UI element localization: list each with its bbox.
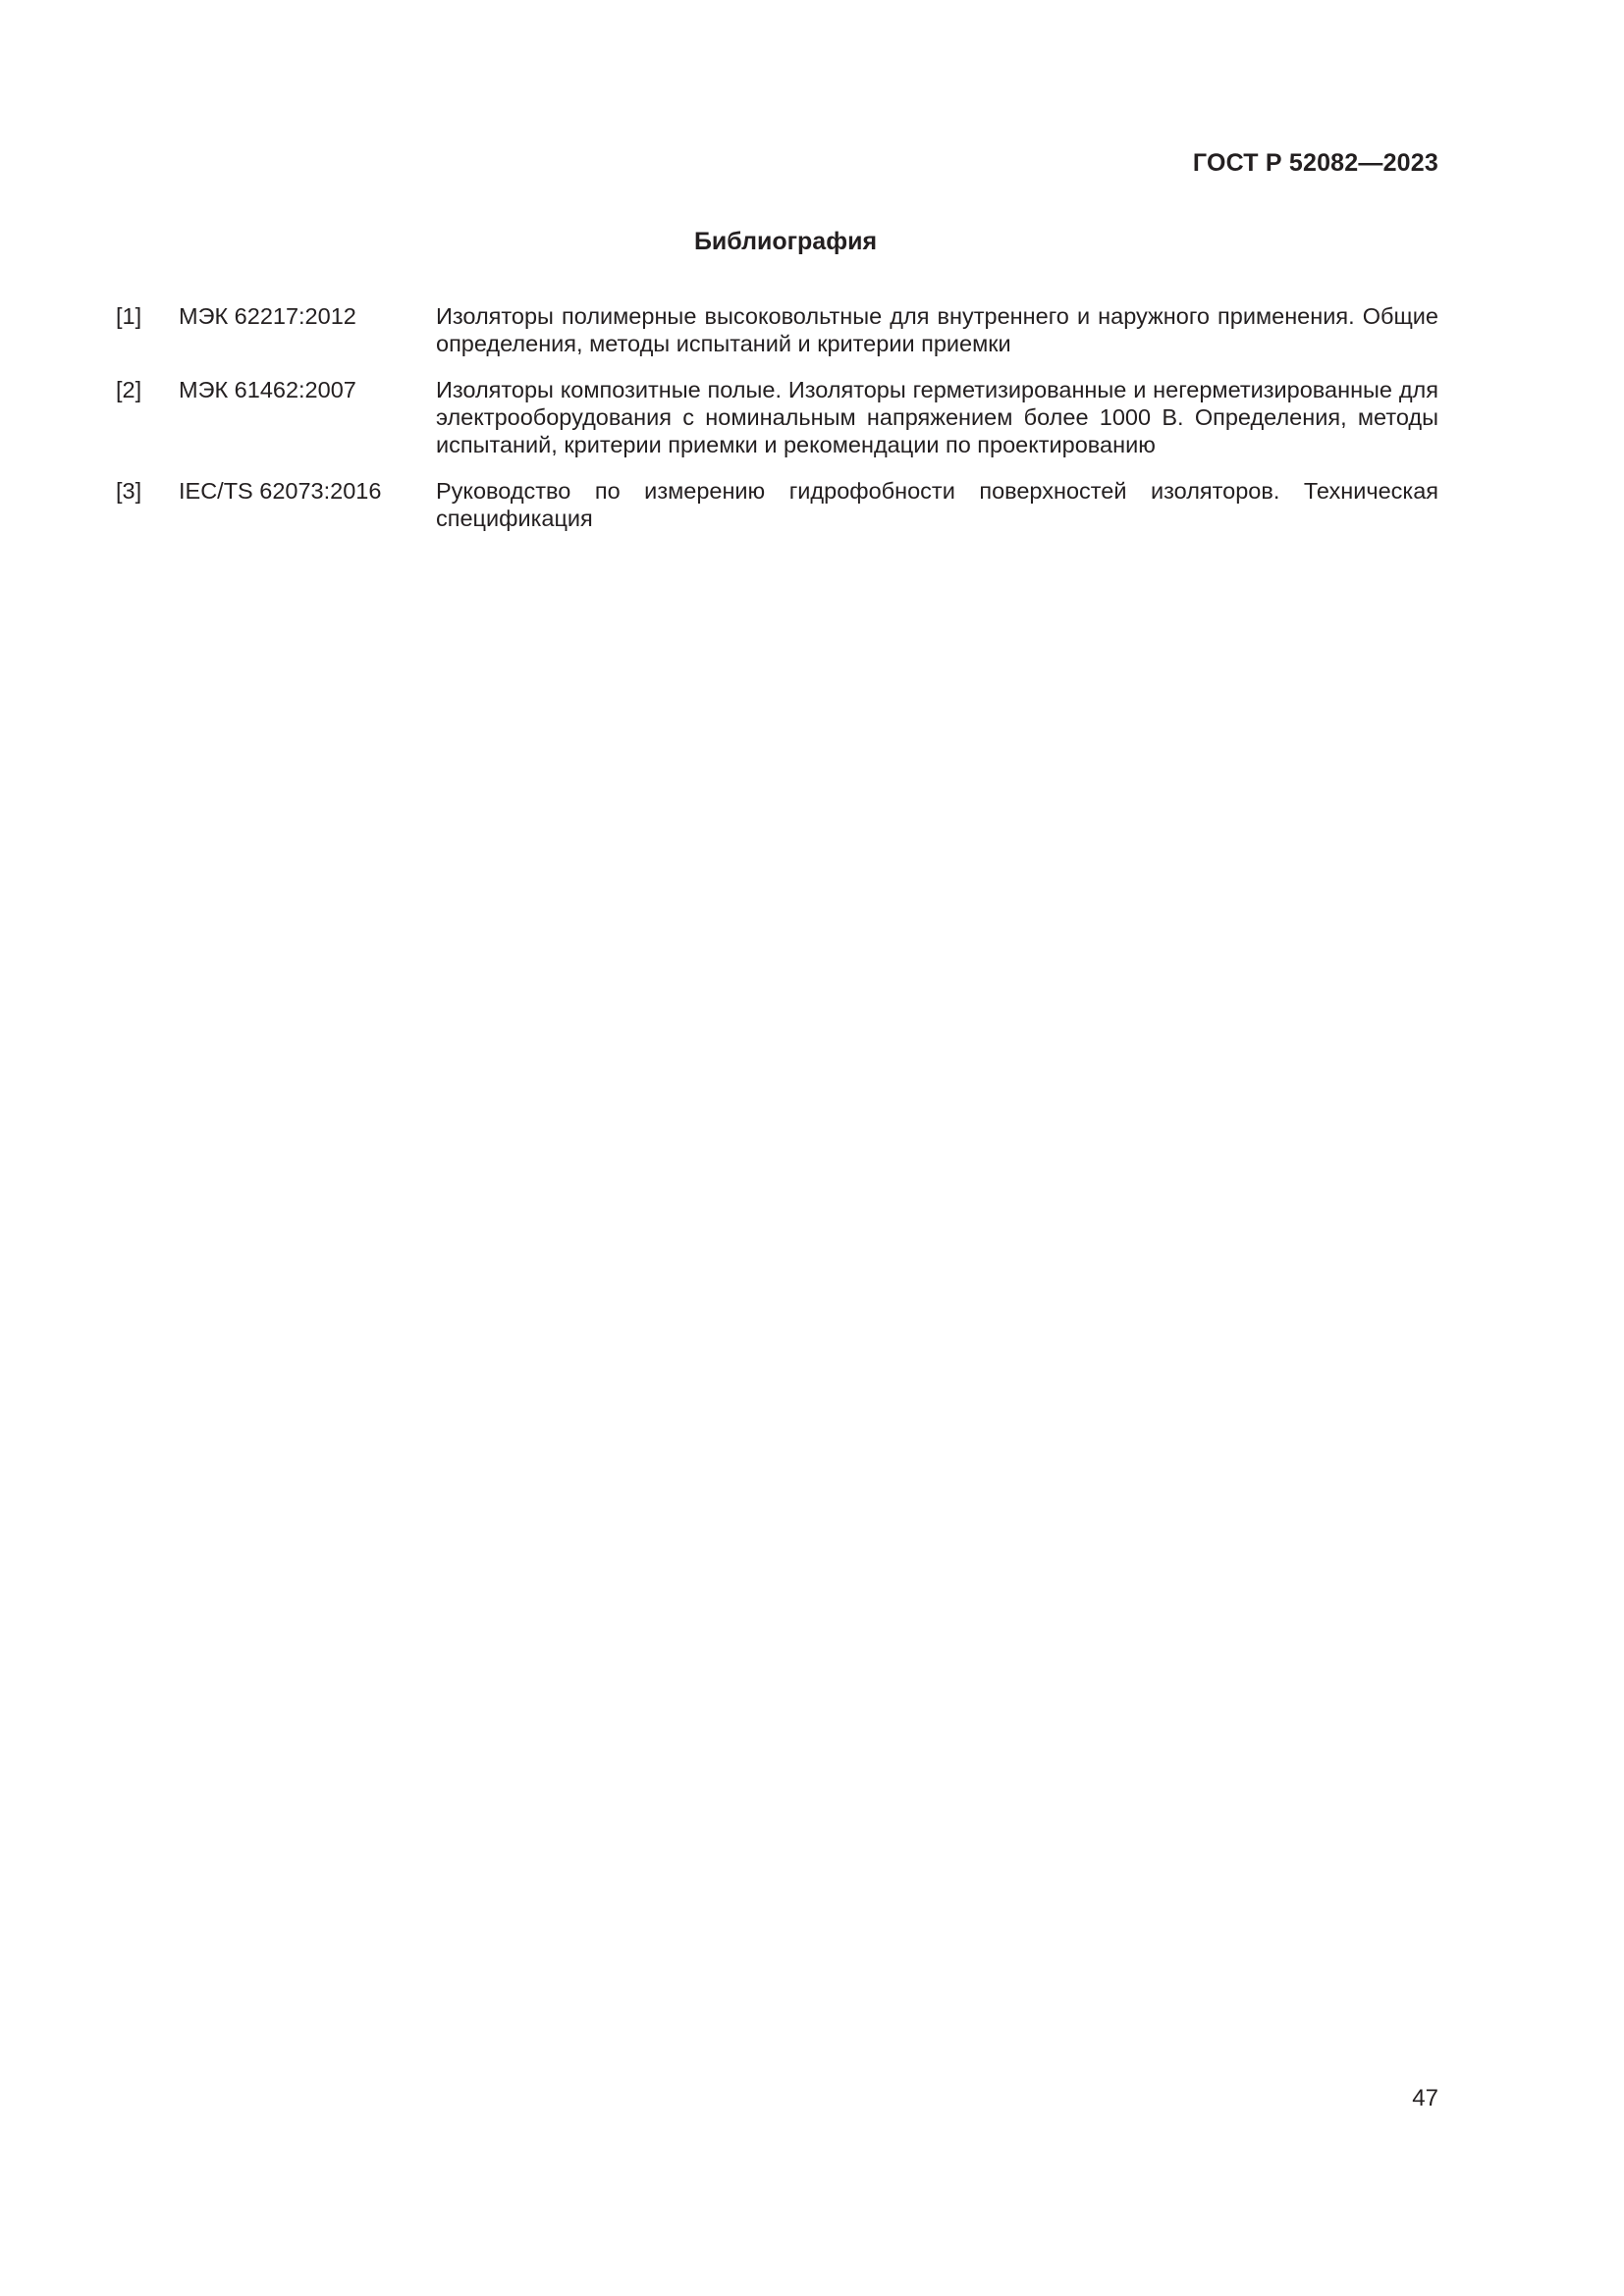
entry-number: [3] xyxy=(116,478,142,504)
document-code: ГОСТ Р 52082—2023 xyxy=(1192,149,1438,177)
page-number: 47 xyxy=(1412,2085,1438,2111)
bibliography-entry xyxy=(116,477,1438,532)
bibliography-entry xyxy=(116,302,1438,357)
entry-title: Изоляторы полимерные высоковольтные для внутреннего и наружного применения. Общие определения, методы испытаний и критерии приемки xyxy=(436,303,1438,356)
entry-standard-code: МЭК 62217:2012 xyxy=(179,303,356,329)
entry-title: Изоляторы композитные полые. Изоляторы герметизированные и негерметизированные для электрооборудования с номинальным напряжением более 1000 В. Определения, методы испытаний, критерии приемки и рекомендации по проектированию xyxy=(436,377,1438,457)
bibliography-list xyxy=(116,302,1438,551)
bibliography-entry xyxy=(116,376,1438,458)
entry-number: [1] xyxy=(116,303,142,329)
entry-standard-code: МЭК 61462:2007 xyxy=(179,377,356,402)
entry-standard-code: IEC/TS 62073:2016 xyxy=(179,478,382,504)
entry-number: [2] xyxy=(116,377,142,402)
entry-title: Руководство по измерению гидрофобности поверхностей изоляторов. Техническая спецификация xyxy=(436,478,1438,531)
section-title: Библиография xyxy=(693,228,878,255)
